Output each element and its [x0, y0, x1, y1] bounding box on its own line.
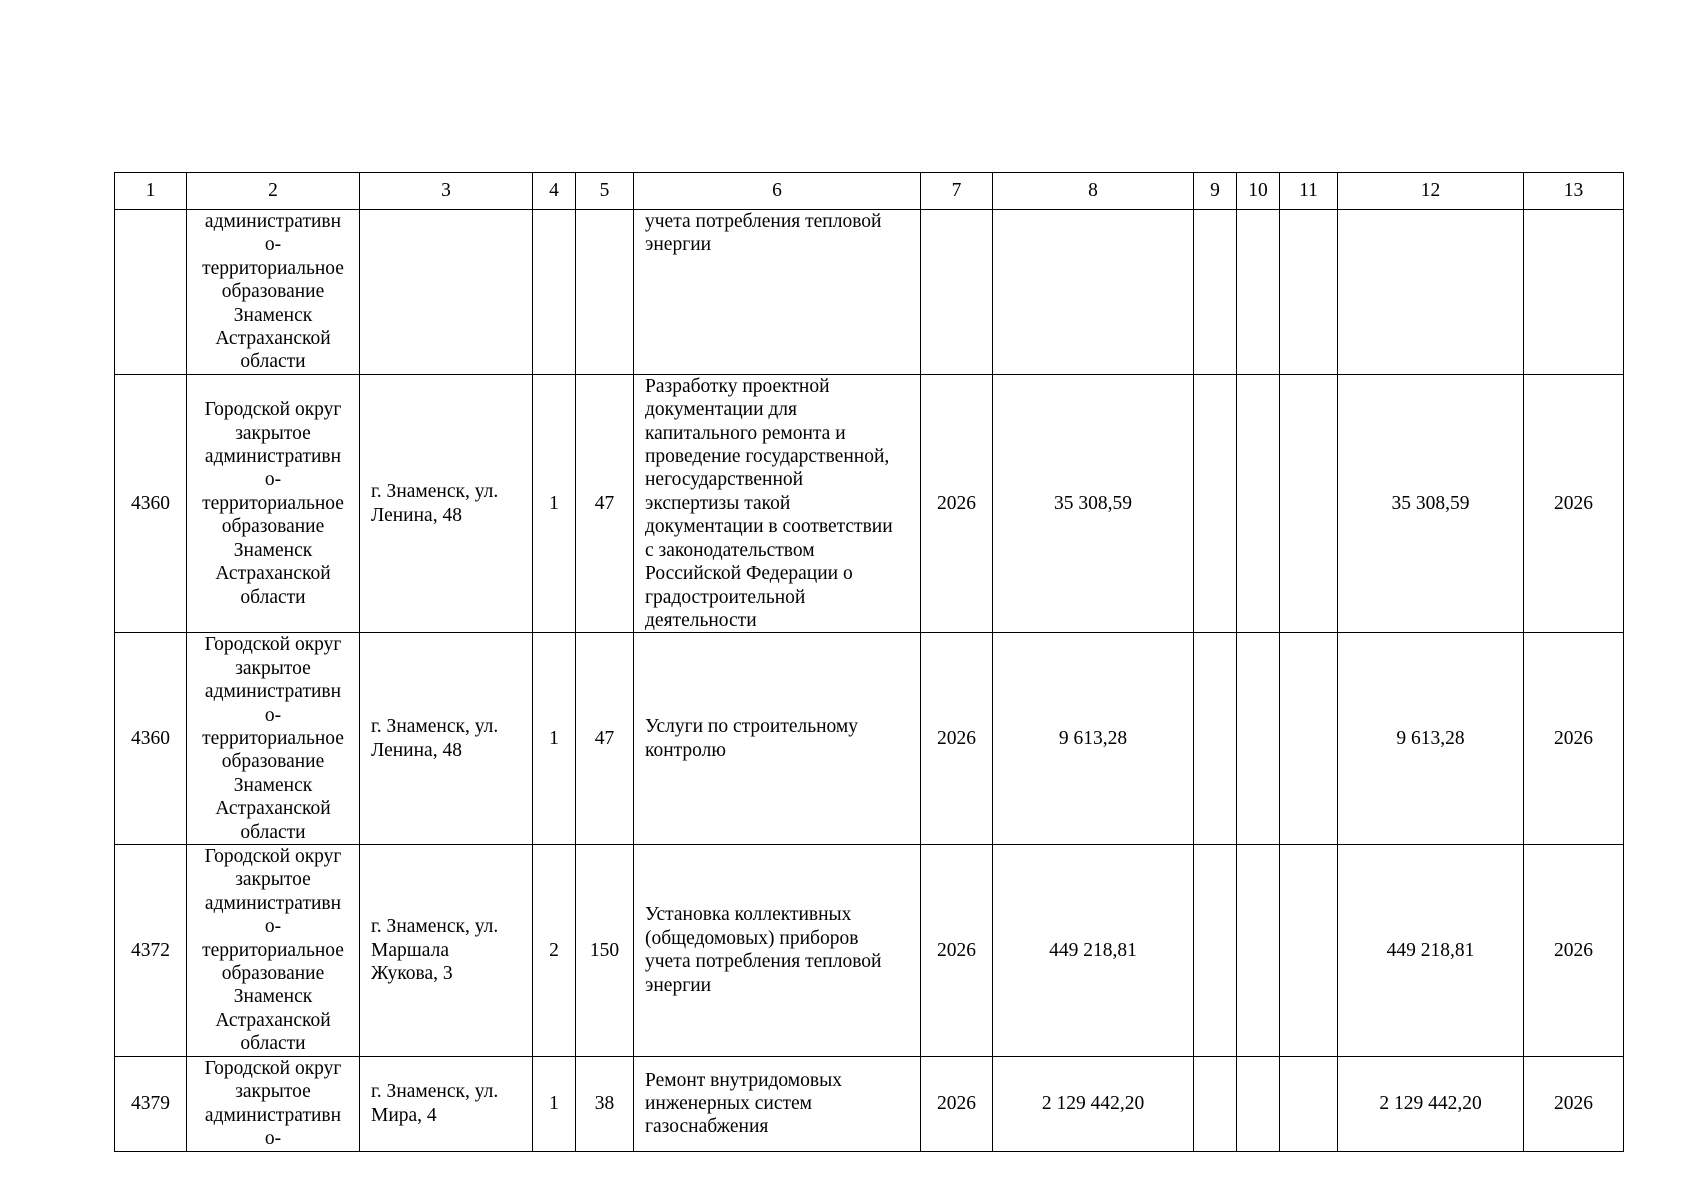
col13-value: 2026: [1554, 492, 1593, 514]
row-number-cell: [115, 844, 187, 1056]
col13-cell: [1524, 844, 1624, 1056]
work-type-text: Разработку проектной документации для капитального ремонта и проведение государственной, негосударственной экспертизы такой документации в соответствии с законодательством Российской Федерации о градостроительной деятельности: [645, 375, 893, 631]
header-cell-1: 1: [115, 173, 187, 210]
header-cell-10: 10: [1237, 173, 1280, 210]
work-type-cell: [634, 210, 921, 375]
col4-cell: [533, 374, 576, 632]
header-cell-7: 7: [921, 173, 993, 210]
year-value: 2026: [937, 727, 976, 749]
col4-cell: [533, 633, 576, 845]
col5-cell: [576, 633, 634, 845]
row-number-cell: [115, 1056, 187, 1151]
col9-cell: [1194, 633, 1237, 845]
col4-value: 1: [549, 1092, 559, 1114]
row-number: 4372: [131, 939, 170, 961]
col10-cell: [1237, 210, 1280, 375]
header-cell-12: 12: [1338, 173, 1524, 210]
row-number-cell: [115, 633, 187, 845]
col4-cell: [533, 1056, 576, 1151]
table-row: [115, 1056, 1624, 1151]
work-type-text: Услуги по строительному контролю: [645, 716, 859, 761]
col5-cell: [576, 374, 634, 632]
cost-cell: [993, 844, 1194, 1056]
col5-value: 47: [594, 727, 615, 749]
address-cell: [360, 844, 533, 1056]
col10-cell: [1237, 1056, 1280, 1151]
header-cell-3: 3: [360, 173, 533, 210]
col11-cell: [1280, 210, 1338, 375]
cost-value: 9 613,28: [1058, 727, 1128, 749]
address-cell: [360, 210, 533, 375]
col5-cell: [576, 210, 634, 375]
municipality-text: Городской округ закрытое административн о- территориальное образование Знаменск Астраханской области: [202, 399, 344, 608]
address-text: г. Знаменск, ул. Ленина, 48: [371, 481, 499, 526]
col13-cell: [1524, 633, 1624, 845]
col4-value: 1: [549, 727, 559, 749]
row-number-cell: [115, 210, 187, 375]
municipality-cell: [187, 374, 360, 632]
col12-value: 2 129 442,20: [1379, 1092, 1482, 1114]
col4-cell: [533, 844, 576, 1056]
header-cell-4: 4: [533, 173, 576, 210]
col5-cell: [576, 1056, 634, 1151]
cost-value: 449 218,81: [1049, 939, 1137, 961]
work-type-cell: [634, 844, 921, 1056]
address-text: г. Знаменск, ул. Ленина, 48: [371, 716, 499, 761]
col4-cell: [533, 210, 576, 375]
col13-value: 2026: [1554, 727, 1593, 749]
col12-value: 35 308,59: [1391, 492, 1470, 514]
municipality-text: Городской округ закрытое административн о-: [204, 1057, 342, 1150]
municipality-cell: [187, 633, 360, 845]
row-number: 4379: [131, 1092, 170, 1114]
cost-cell: [993, 633, 1194, 845]
row-number: 4360: [131, 492, 170, 514]
header-cell-6: 6: [634, 173, 921, 210]
work-type-text: учета потребления тепловой энергии: [645, 211, 882, 256]
col12-cell: [1338, 210, 1524, 375]
cost-value: 2 129 442,20: [1041, 1092, 1145, 1114]
table-row: [115, 374, 1624, 632]
header-cell-13: 13: [1524, 173, 1624, 210]
col5-value: 47: [594, 492, 615, 514]
col5-value: 38: [594, 1092, 615, 1114]
work-type-text: Ремонт внутридомовых инженерных систем газоснабжения: [645, 1069, 842, 1138]
municipality-cell: [187, 844, 360, 1056]
table-row: [115, 844, 1624, 1056]
col4-value: 2: [549, 939, 559, 961]
cost-cell: [993, 210, 1194, 375]
municipality-text: Городской округ закрытое административн о- территориальное образование Знаменск Астраханской области: [202, 845, 344, 1055]
header-cell-11: 11: [1280, 173, 1338, 210]
data-table: [114, 172, 1624, 1152]
year-value: 2026: [937, 492, 976, 514]
year-value: 2026: [937, 939, 976, 961]
col5-value: 150: [589, 939, 620, 961]
address-text: г. Знаменск, ул. Мира, 4: [371, 1081, 499, 1126]
col11-cell: [1280, 844, 1338, 1056]
cost-value: 35 308,59: [1054, 492, 1132, 514]
col11-cell: [1280, 633, 1338, 845]
municipality-text: административн о- территориальное образование Знаменск Астраханской области: [202, 211, 344, 373]
col4-value: 1: [549, 492, 559, 514]
year-cell: [921, 844, 993, 1056]
table-row: [115, 633, 1624, 845]
municipality-cell: [187, 210, 360, 375]
work-type-cell: [634, 374, 921, 632]
col9-cell: [1194, 374, 1237, 632]
col13-cell: [1524, 374, 1624, 632]
col13-cell: [1524, 1056, 1624, 1151]
col13-value: 2026: [1554, 1092, 1593, 1114]
address-cell: [360, 633, 533, 845]
row-number: 4360: [131, 727, 170, 749]
col5-cell: [576, 844, 634, 1056]
row-number-cell: [115, 374, 187, 632]
year-value: 2026: [937, 1092, 976, 1114]
col13-value: 2026: [1554, 939, 1593, 961]
municipality-cell: [187, 1056, 360, 1151]
col10-cell: [1237, 374, 1280, 632]
work-type-text: Установка коллективных (общедомовых) приборов учета потребления тепловой энергии: [645, 904, 882, 996]
cost-cell: [993, 374, 1194, 632]
address-cell: [360, 374, 533, 632]
table-row: [115, 210, 1624, 375]
col12-value: 449 218,81: [1386, 939, 1475, 961]
col11-cell: [1280, 1056, 1338, 1151]
header-row: [115, 173, 1624, 210]
address-cell: [360, 1056, 533, 1151]
col11-cell: [1280, 374, 1338, 632]
col10-cell: [1237, 633, 1280, 845]
header-cell-2: 2: [187, 173, 360, 210]
address-text: г. Знаменск, ул. Маршала Жукова, 3: [371, 916, 499, 984]
col9-cell: [1194, 844, 1237, 1056]
year-cell: [921, 374, 993, 632]
year-cell: [921, 1056, 993, 1151]
year-cell: [921, 210, 993, 375]
col12-value: 9 613,28: [1396, 727, 1465, 749]
col12-cell: [1338, 374, 1524, 632]
col10-cell: [1237, 844, 1280, 1056]
work-type-cell: [634, 633, 921, 845]
header-cell-5: 5: [576, 173, 634, 210]
col12-cell: [1338, 844, 1524, 1056]
municipality-text: Городской округ закрытое административн о- территориальное образование Знаменск Астраханской области: [202, 634, 344, 843]
col12-cell: [1338, 1056, 1524, 1151]
year-cell: [921, 633, 993, 845]
col13-cell: [1524, 210, 1624, 375]
header-cell-9: 9: [1194, 173, 1237, 210]
col12-cell: [1338, 633, 1524, 845]
cost-cell: [993, 1056, 1194, 1151]
header-cell-8: 8: [993, 173, 1194, 210]
work-type-cell: [634, 1056, 921, 1151]
col9-cell: [1194, 210, 1237, 375]
col9-cell: [1194, 1056, 1237, 1151]
